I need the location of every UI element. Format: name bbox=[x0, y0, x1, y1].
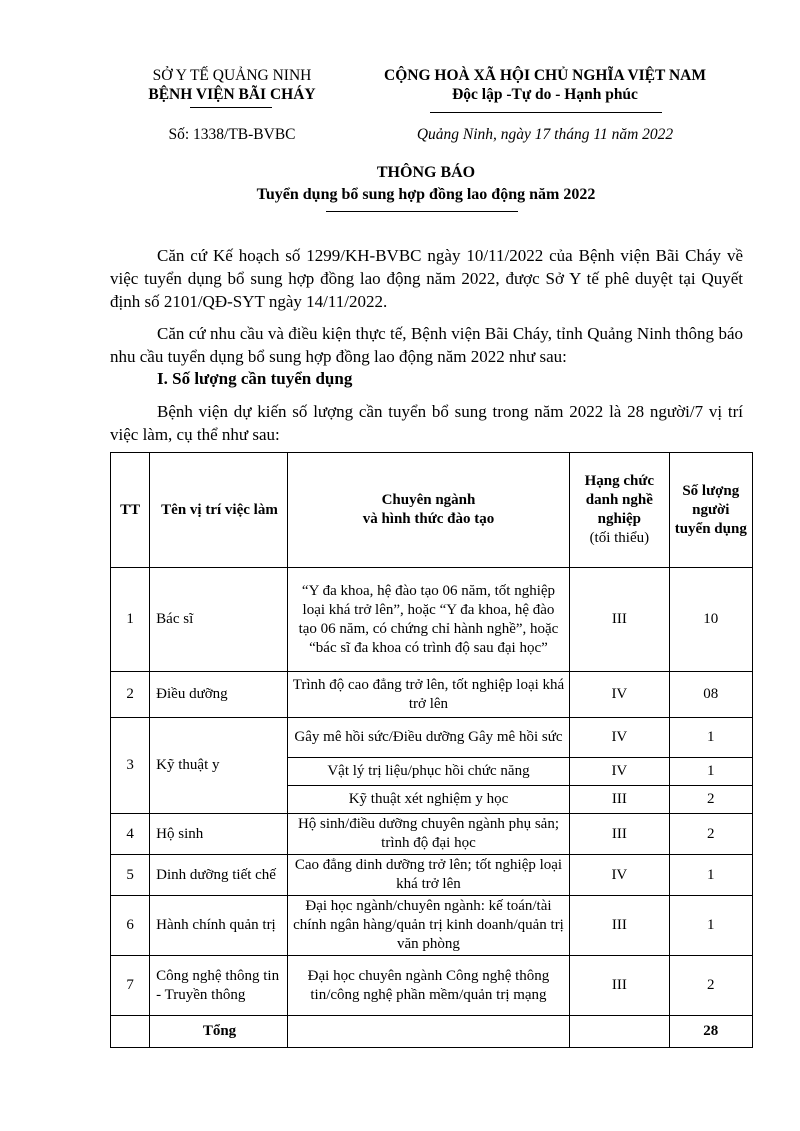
header-position: Tên vị trí việc làm bbox=[150, 453, 288, 568]
row-count: 2 bbox=[669, 956, 752, 1016]
subtitle-underline bbox=[326, 211, 518, 212]
section-heading: I. Số lượng cần tuyển dụng bbox=[157, 369, 353, 388]
header-tt: TT bbox=[111, 453, 150, 568]
header-major-line2: và hình thức đào tạo bbox=[362, 511, 495, 527]
row-position: Kỹ thuật y bbox=[150, 718, 288, 814]
row-major: Đại học chuyên ngành Công nghệ thông tin/công nghệ phần mềm/quản trị mạng bbox=[287, 956, 569, 1016]
row-position: Điều dưỡng bbox=[150, 672, 288, 718]
row-rank: III bbox=[570, 956, 669, 1016]
table-row bbox=[111, 568, 753, 672]
row-tt: 1 bbox=[111, 568, 150, 672]
place-date: Quảng Ninh, ngày 17 tháng 11 năm 2022 bbox=[416, 126, 674, 143]
row-tt: 6 bbox=[111, 896, 150, 956]
header-count: Số lượng người tuyển dụng bbox=[669, 453, 752, 568]
row-rank: III bbox=[570, 786, 669, 814]
motto-underline bbox=[430, 112, 662, 113]
row-major: Kỹ thuật xét nghiệm y học bbox=[287, 786, 569, 814]
row-position: Hành chính quản trị bbox=[150, 896, 288, 956]
table-total-row bbox=[111, 1016, 753, 1048]
paragraph-legal-basis: Căn cứ Kế hoạch số 1299/KH-BVBC ngày 10/11/2022 của Bệnh viện Bãi Cháy về việc tuyển dụng bổ sung hợp đồng lao động năm 2022, được Sở Y tế phê duyệt tại Quyết định số 2101/QĐ-SYT ngày 14/11/2022. bbox=[110, 246, 743, 311]
header-rank bbox=[570, 453, 669, 568]
document-number: Số: 1338/TB-BVBC bbox=[168, 126, 296, 143]
issuer-block bbox=[112, 66, 352, 104]
header-rank-line2: (tối thiểu) bbox=[589, 530, 650, 546]
row-tt: 3 bbox=[111, 718, 150, 814]
row-rank: III bbox=[570, 814, 669, 855]
row-tt: 5 bbox=[111, 855, 150, 896]
row-major: Gây mê hồi sức/Điều dưỡng Gây mê hồi sức bbox=[287, 718, 569, 758]
table-row bbox=[111, 718, 753, 758]
table-row bbox=[111, 896, 753, 956]
row-tt: 4 bbox=[111, 814, 150, 855]
row-rank: III bbox=[570, 568, 669, 672]
national-header bbox=[350, 66, 740, 104]
total-major-empty bbox=[287, 1016, 569, 1048]
row-major: Đại học ngành/chuyên ngành: kế toán/tài chính ngân hàng/quản trị kinh doanh/quản trị văn phòng bbox=[287, 896, 569, 956]
table-header-row bbox=[111, 453, 753, 568]
header-rank-line1: Hạng chức danh nghề nghiệp bbox=[584, 473, 655, 527]
issuer-parent: SỞ Y TẾ QUẢNG NINH bbox=[152, 67, 312, 84]
row-count: 2 bbox=[669, 786, 752, 814]
row-rank: IV bbox=[570, 855, 669, 896]
row-position: Dinh dưỡng tiết chế bbox=[150, 855, 288, 896]
row-tt: 2 bbox=[111, 672, 150, 718]
nation-name: CỘNG HOÀ XÃ HỘI CHỦ NGHĨA VIỆT NAM bbox=[384, 67, 706, 84]
document-title: THÔNG BÁO bbox=[376, 164, 476, 181]
row-major: “Y đa khoa, hệ đào tạo 06 năm, tốt nghiệp loại khá trở lên”, hoặc “Y đa khoa, hệ đào tạo 06 năm, có chứng chỉ hành nghề”, hoặc “bác sĩ đa khoa có trình độ sau đại học” bbox=[287, 568, 569, 672]
row-count: 1 bbox=[669, 758, 752, 786]
table-row bbox=[111, 672, 753, 718]
row-count: 1 bbox=[669, 718, 752, 758]
row-position: Công nghệ thông tin - Truyền thông bbox=[150, 956, 288, 1016]
row-position: Bác sĩ bbox=[150, 568, 288, 672]
row-rank: III bbox=[570, 896, 669, 956]
header-major-line1: Chuyên ngành bbox=[381, 492, 476, 508]
row-count: 1 bbox=[669, 855, 752, 896]
row-tt: 7 bbox=[111, 956, 150, 1016]
header-major bbox=[287, 453, 569, 568]
total-rank-empty bbox=[570, 1016, 669, 1048]
row-major: Trình độ cao đẳng trở lên, tốt nghiệp loại khá trở lên bbox=[287, 672, 569, 718]
row-major: Vật lý trị liệu/phục hồi chức năng bbox=[287, 758, 569, 786]
row-rank: IV bbox=[570, 758, 669, 786]
row-count: 2 bbox=[669, 814, 752, 855]
row-rank: IV bbox=[570, 672, 669, 718]
paragraph-announcement: Căn cứ nhu cầu và điều kiện thực tế, Bệnh viện Bãi Cháy, tỉnh Quảng Ninh thông báo nhu cầu tuyển dụng bổ sung hợp đồng lao động năm 2022 như sau: bbox=[110, 324, 743, 366]
row-count: 1 bbox=[669, 896, 752, 956]
row-count: 08 bbox=[669, 672, 752, 718]
row-rank: IV bbox=[570, 718, 669, 758]
total-value: 28 bbox=[669, 1016, 752, 1048]
row-position: Hộ sinh bbox=[150, 814, 288, 855]
document-subtitle: Tuyển dụng bổ sung hợp đồng lao động năm 2022 bbox=[256, 186, 596, 203]
row-major: Hộ sinh/điều dưỡng chuyên ngành phụ sản; trình độ đại học bbox=[287, 814, 569, 855]
total-label: Tổng bbox=[150, 1016, 288, 1048]
recruitment-table bbox=[110, 452, 753, 1048]
table-row bbox=[111, 956, 753, 1016]
issuer-underline bbox=[190, 107, 272, 108]
row-major: Cao đẳng dinh dưỡng trở lên; tốt nghiệp loại khá trở lên bbox=[287, 855, 569, 896]
row-count: 10 bbox=[669, 568, 752, 672]
paragraph-quantity: Bệnh viện dự kiến số lượng cần tuyển bổ sung trong năm 2022 là 28 người/7 vị trí việc làm, cụ thể như sau: bbox=[110, 402, 743, 444]
issuer-name: BỆNH VIỆN BÃI CHÁY bbox=[148, 86, 316, 103]
table-row bbox=[111, 814, 753, 855]
total-tt-empty bbox=[111, 1016, 150, 1048]
table-row bbox=[111, 855, 753, 896]
national-motto: Độc lập -Tự do - Hạnh phúc bbox=[452, 86, 638, 103]
